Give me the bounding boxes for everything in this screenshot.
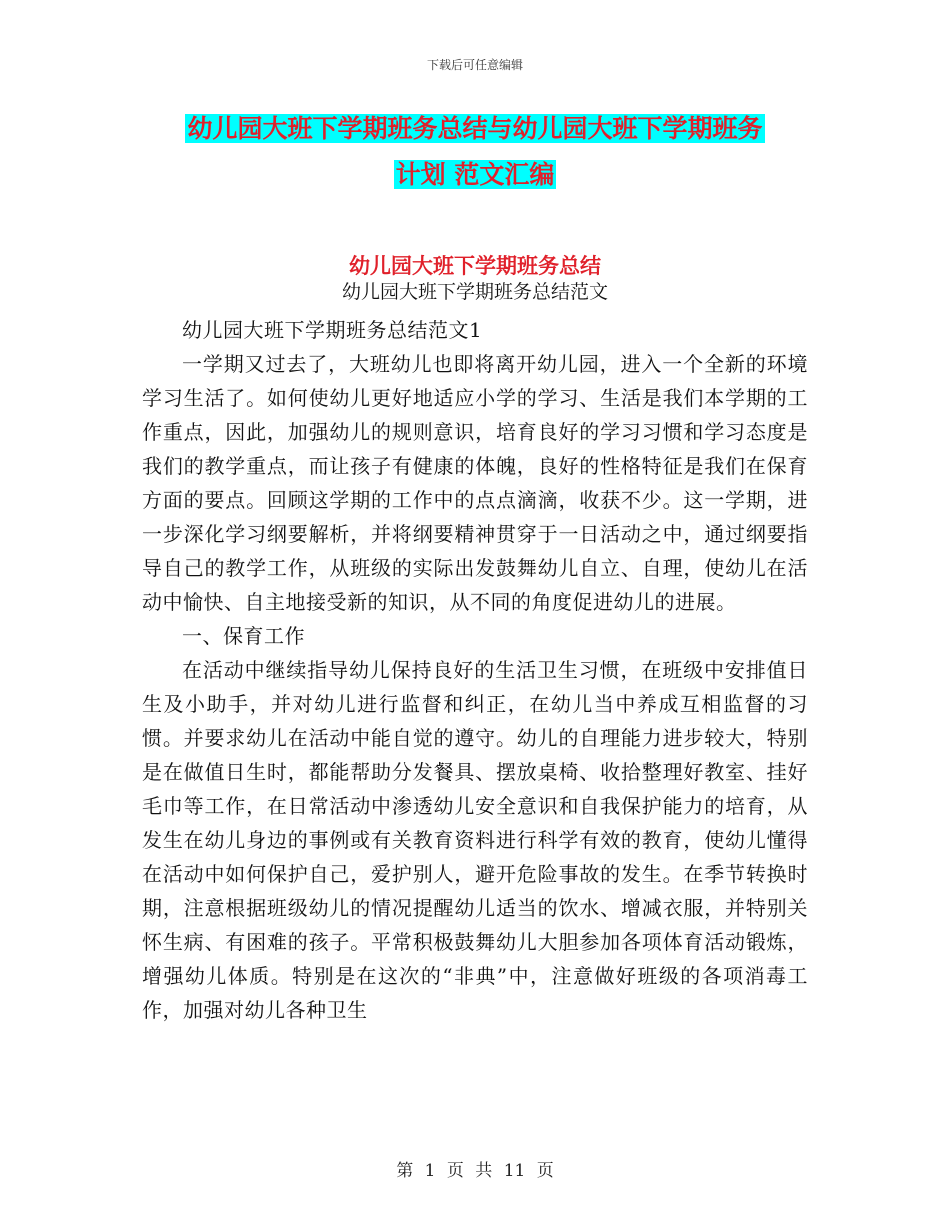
- document-title-line-2: [0, 156, 950, 194]
- title-highlight-2: 计划 范文汇编: [395, 160, 555, 189]
- paragraph-care-work: 在活动中继续指导幼儿保持良好的生活卫生习惯，在班级中安排值日生及小助手，并对幼儿进行监督和纠正，在幼儿当中养成互相监督的习惯。并要求幼儿在活动中能自觉的遵守。幼儿的自理能力进步较大，特别是在做值日生时，都能帮助分发餐具、摆放桌椅、收拾整理好教室、挂好毛巾等工作，在日常活动中渗透幼儿安全意识和自我保护能力的培育，从发生在幼儿身边的事例或有关教育资料进行科学有效的教育，使幼儿懂得在活动中如何保护自己，爱护别人，避开危险事故的发生。在季节转换时期，注意根据班级幼儿的情况提醒幼儿适当的饮水、增减衣服，并特别关怀生病、有困难的孩子。平常积极鼓舞幼儿大胆参加各项体育活动锻炼，增强幼儿体质。特别是在这次的“非典”中，注意做好班级的各项消毒工作，加强对幼儿各种卫生: [142, 658, 808, 1022]
- document-title-line-1: [0, 110, 950, 148]
- page-footer: 第 1 页 共 11 页: [396, 1161, 554, 1181]
- header-note: 下载后可任意编辑: [426, 58, 523, 72]
- section-title: 幼儿园大班下学期班务总结: [349, 254, 601, 278]
- document-body: [142, 313, 808, 1027]
- paragraph-essay-heading: 幼儿园大班下学期班务总结范文1: [182, 318, 483, 342]
- paragraph-intro: 一学期又过去了，大班幼儿也即将离开幼儿园，进入一个全新的环境学习生活了。如何使幼儿更好地适应小学的学习、生活是我们本学期的工作重点，因此，加强幼儿的规则意识，培育良好的学习习惯和学习态度是我们的教学重点，而让孩子有健康的体魄，良好的性格特征是我们在保育方面的要点。回顾这学期的工作中的点点滴滴，收获不少。这一学期，进一步深化学习纲要解析，并将纲要精神贯穿于一日活动之中，通过纲要指导自己的教学工作，从班级的实际出发鼓舞幼儿自立、自理，使幼儿在活动中愉快、自主地接受新的知识，从不同的角度促进幼儿的进展。: [142, 352, 808, 614]
- paragraph-section-heading: 一、保育工作: [182, 624, 305, 648]
- section-subtitle: 幼儿园大班下学期班务总结范文: [341, 281, 608, 303]
- title-highlight-1: 幼儿园大班下学期班务总结与幼儿园大班下学期班务: [187, 114, 763, 143]
